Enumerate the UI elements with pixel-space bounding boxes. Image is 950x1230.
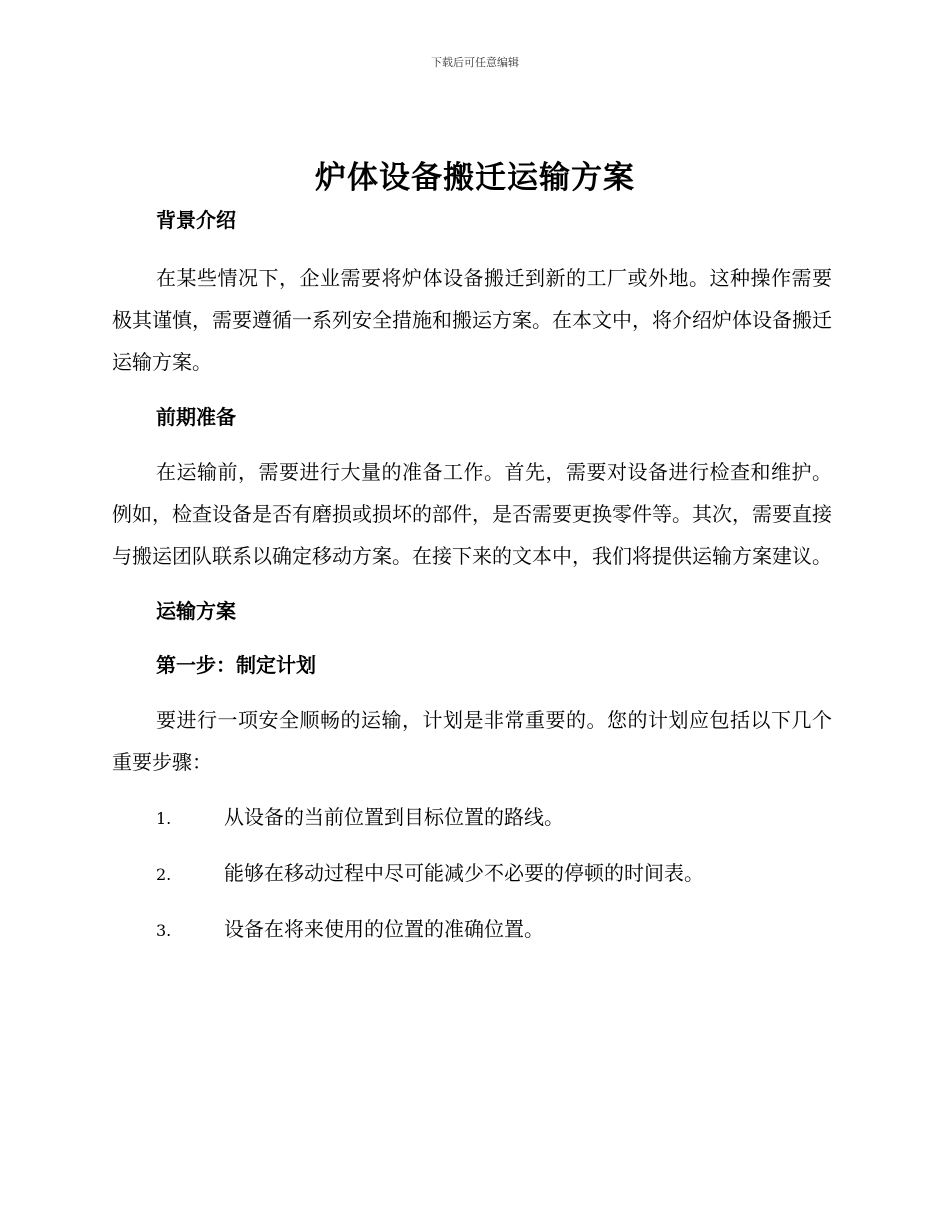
paragraph-background: 在某些情况下，企业需要将炉体设备搬迁到新的工厂或外地。这种操作需要极其谨慎，需要遵循一系列安全措施和搬运方案。在本文中，将介绍炉体设备搬迁运输方案。 xyxy=(112,266,832,374)
list-item xyxy=(112,853,832,895)
list-item-text: 从设备的当前位置到目标位置的路线。 xyxy=(224,805,564,829)
step1-heading: 第一步：制定计划 xyxy=(156,653,316,677)
list-item-number: 2. xyxy=(156,865,172,884)
document-body xyxy=(112,200,832,951)
paragraph-preparation: 在运输前，需要进行大量的准备工作。首先，需要对设备进行检查和维护。例如，检查设备是否有磨损或损坏的部件，是否需要更换零件等。其次，需要直接与搬运团队联系以确定移动方案。在接下来的文本中，我们将提供运输方案建议。 xyxy=(112,460,832,568)
section-heading-background: 背景介绍 xyxy=(156,208,236,232)
section-heading-transport: 运输方案 xyxy=(156,599,236,623)
list-item-text: 设备在将来使用的位置的准确位置。 xyxy=(224,917,544,941)
list-item xyxy=(112,909,832,951)
paragraph-step1: 要进行一项安全顺畅的运输，计划是非常重要的。您的计划应包括以下几个重要步骤： xyxy=(112,708,832,774)
step1-list xyxy=(112,797,832,951)
list-item-number: 1. xyxy=(156,809,172,828)
list-item-text: 能够在移动过程中尽可能减少不必要的停顿的时间表。 xyxy=(224,861,704,885)
header-note: 下载后可任意编辑 xyxy=(431,56,519,69)
document-title: 炉体设备搬迁运输方案 xyxy=(315,160,635,196)
list-item-number: 3. xyxy=(156,921,172,940)
section-heading-preparation: 前期准备 xyxy=(156,405,236,429)
list-item xyxy=(112,797,832,839)
